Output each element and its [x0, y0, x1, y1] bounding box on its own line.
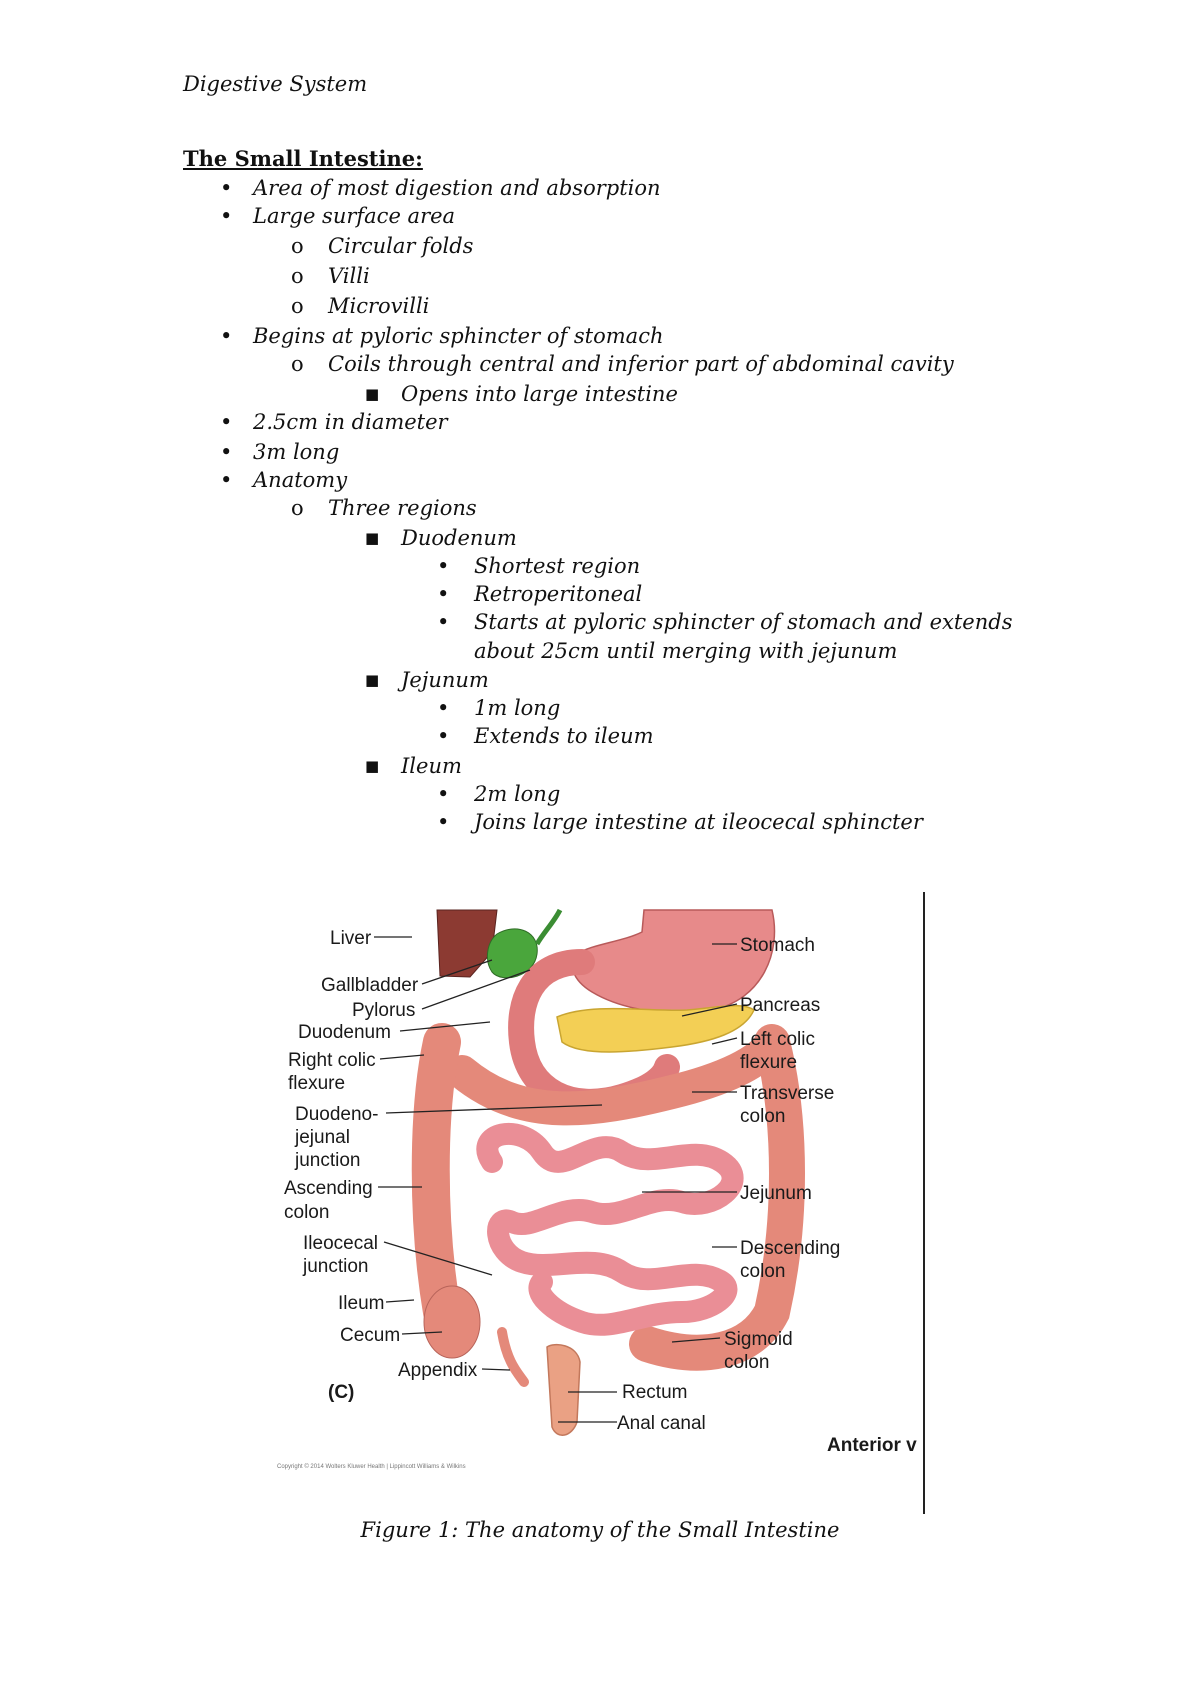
label-duodenojejunal: Duodeno- [295, 1104, 379, 1125]
section-heading: The Small Intestine: [183, 146, 423, 171]
label-cecum: Cecum [340, 1325, 401, 1346]
anatomy-figure [277, 892, 928, 1514]
list-item: • Begins at pyloric sphincter of stomach [220, 324, 664, 348]
label-transverse-colon: Transverse [740, 1083, 835, 1104]
list-item: • Extends to ileum [437, 724, 654, 748]
label-sigmoid-colon: Sigmoid [724, 1329, 793, 1350]
pancreas-shape [557, 1006, 754, 1052]
label-pylorus: Pylorus [352, 1000, 416, 1021]
label-ileum: Ileum [338, 1293, 385, 1314]
label-liver: Liver [330, 928, 372, 949]
list-item: • Anatomy [220, 468, 348, 492]
appendix-shape [502, 1332, 524, 1382]
label-view: Anterior v [827, 1435, 917, 1456]
list-item: about 25cm until merging with jejunum [474, 639, 898, 663]
label-ascending-colon: Ascending [284, 1178, 373, 1199]
page-header: Digestive System [183, 72, 368, 96]
list-item: • 2m long [437, 782, 561, 806]
list-item: ■ Duodenum [365, 526, 517, 550]
list-item: • 1m long [437, 696, 561, 720]
list-item: o Villi [291, 264, 370, 288]
list-item: ■ Jejunum [365, 668, 489, 692]
list-item: • Starts at pyloric sphincter of stomach and extends [437, 610, 1013, 634]
cecum-shape [424, 1286, 480, 1358]
list-item: • Large surface area [220, 204, 456, 228]
list-item: o Circular folds [291, 234, 474, 258]
label-pancreas: Pancreas [740, 995, 821, 1016]
list-item: • Area of most digestion and absorption [220, 176, 661, 200]
list-item: • 2.5cm in diameter [220, 410, 448, 434]
list-item: • Retroperitoneal [437, 582, 643, 606]
label-appendix: Appendix [398, 1360, 478, 1381]
label-ascending-colon: colon [284, 1202, 330, 1223]
label-duodenum: Duodenum [298, 1022, 391, 1043]
label-jejunum: Jejunum [740, 1183, 812, 1204]
list-item: • Shortest region [437, 554, 641, 578]
ascending-colon-shape [431, 1042, 442, 1312]
list-item: • 3m long [220, 440, 340, 464]
label-ileocecal: junction [303, 1256, 369, 1277]
label-sigmoid-colon: colon [724, 1352, 770, 1373]
label-panel: (C) [328, 1382, 355, 1403]
list-item: o Three regions [291, 496, 477, 520]
label-stomach: Stomach [740, 935, 815, 956]
list-item: o Microvilli [291, 294, 430, 318]
figure-caption: Figure 1: The anatomy of the Small Intestine [360, 1518, 840, 1542]
label-duodenojejunal: junction [295, 1150, 361, 1171]
label-descending-colon: colon [740, 1261, 786, 1282]
label-rectum: Rectum [622, 1382, 688, 1403]
list-item: ■ Opens into large intestine [365, 382, 678, 406]
list-item: • Joins large intestine at ileocecal sphincter [437, 810, 923, 834]
list-item: o Coils through central and inferior part of abdominal cavity [291, 352, 954, 376]
label-left-colic: Left colic [740, 1029, 815, 1050]
label-descending-colon: Descending [740, 1238, 841, 1259]
label-gallbladder: Gallbladder [321, 975, 419, 996]
label-anal-canal: Anal canal [617, 1413, 706, 1434]
small-intestine-shape [487, 1134, 732, 1325]
label-right-colic: flexure [288, 1073, 346, 1094]
label-ileocecal: Ileocecal [303, 1233, 378, 1254]
label-transverse-colon: colon [740, 1106, 786, 1127]
label-left-colic: flexure [740, 1052, 798, 1073]
figure-copyright: Copyright © 2014 Wolters Kluwer Health | Lippincott Williams & Wilkins [277, 1464, 466, 1470]
label-right-colic: Right colic [288, 1050, 376, 1071]
list-item: ■ Ileum [365, 754, 462, 778]
label-duodenojejunal: jejunal [295, 1127, 350, 1148]
liver-shape [437, 910, 497, 977]
